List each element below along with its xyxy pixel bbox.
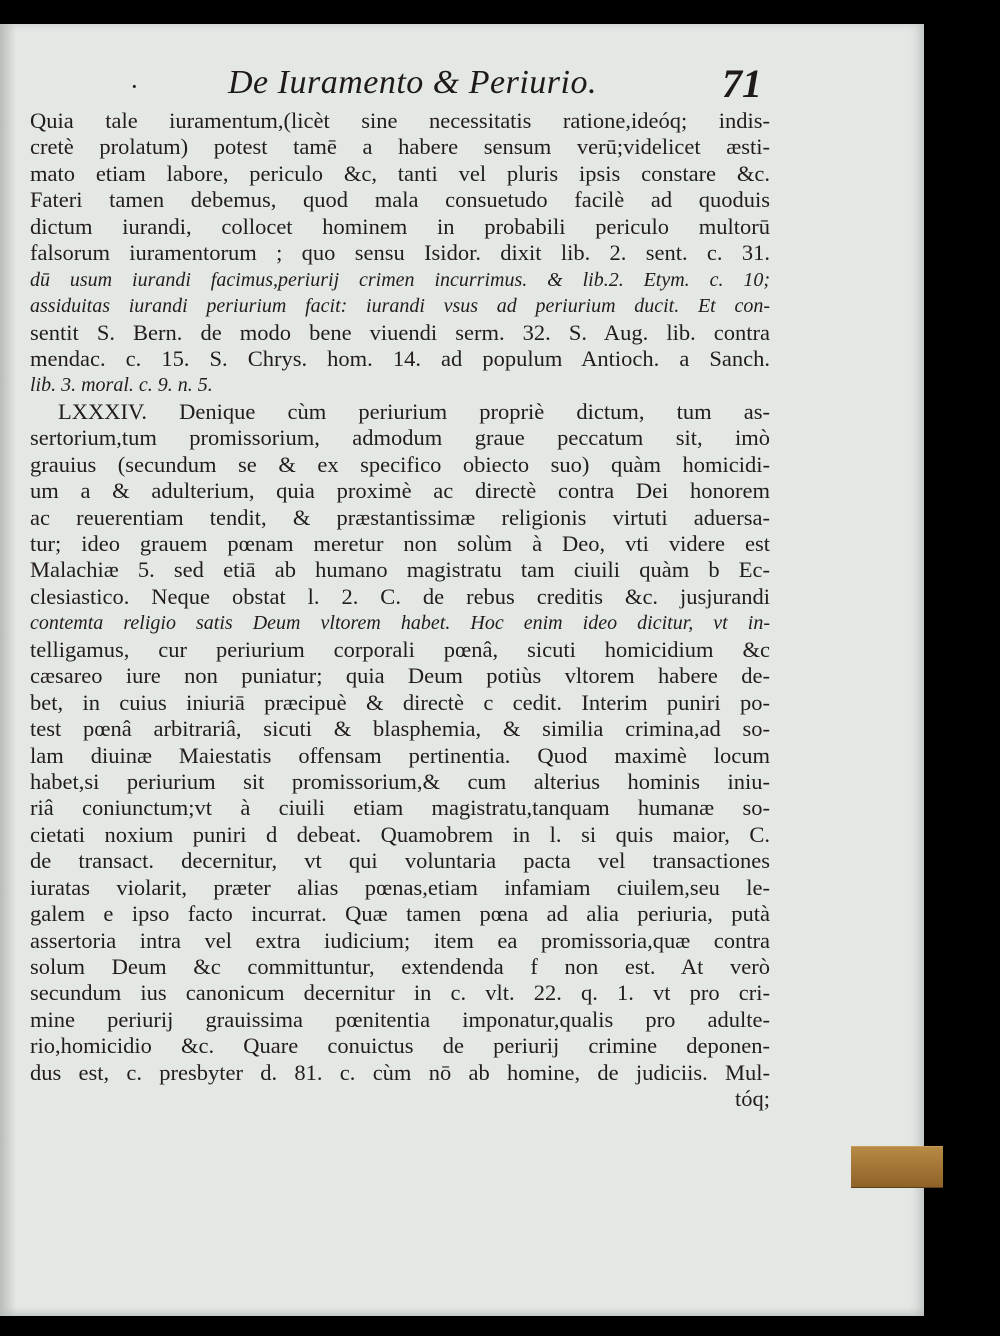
text-line: bet, in cuius iniuriā præcipuè & directè c cedit. Interim puniri po-: [30, 689, 770, 715]
text-line: falsorum iuramentorum ; quo sensu Isidor. dixit lib. 2. sent. c. 31.: [30, 240, 770, 266]
text-line: secundum ius canonicum decernitur in c. vlt. 22. q. 1. vt pro cri-: [30, 980, 770, 1006]
text-line: iuratas violarit, præter alias pœnas,etiam infamiam ciuilem,seu le-: [30, 874, 770, 900]
text-line: sertorium,tum promissorium, admodum graue peccatum sit, imò: [30, 425, 770, 451]
text-line: Malachiæ 5. sed etiā ab humano magistratu tam ciuili quàm b Ec-: [30, 557, 770, 583]
text-line: clesiastico. Neque obstat l. 2. C. de rebus creditis &c. jusjurandi: [30, 583, 770, 609]
text-line-quotation: assiduitas iurandi periurium facit: iurandi vsus ad periurium ducit. Et con-: [30, 295, 770, 318]
text-line: dus est, c. presbyter d. 81. c. cùm nō ab homine, de judiciis. Mul-: [30, 1059, 770, 1085]
text-line: Fateri tamen debemus, quod mala consuetudo facilè ad quoduis: [30, 187, 770, 213]
text-line: telligamus, cur periurium corporali pœnâ, sicuti homicidium &c: [30, 636, 770, 662]
page-gutter-shadow: [0, 24, 16, 1316]
text-line-citation: lib. 3. moral. c. 9. n. 5.: [30, 374, 213, 397]
text-line: ac reuerentiam tendit, & præstantissimæ religionis virtuti aduersa-: [30, 504, 770, 530]
paragraph-start-line: LXXXIV. Denique cùm periurium propriè dictum, tum as-: [58, 398, 770, 424]
text-line: um a & adulterium, quia proximè ac directè contra Dei honorem: [30, 478, 770, 504]
text-line: cietati noxium puniri d debeat. Quamobrem in l. si quis maior, C.: [30, 821, 770, 847]
text-line: cretè prolatum) potest tamē a habere sensum verū;videlicet æsti-: [30, 134, 770, 160]
text-line: sentit S. Bern. de modo bene viuendi serm. 32. S. Aug. lib. contra: [30, 319, 770, 345]
text-line: tur; ideo grauem pœnam meretur non solùm à Deo, vti videre est: [30, 531, 770, 556]
text-line: test pœnâ arbitrariâ, sicuti & blasphemia, & similia crimina,ad so-: [30, 716, 770, 742]
page-number: 71: [722, 61, 762, 106]
text-line: de transact. decernitur, vt qui voluntaria pacta vel transactiones: [30, 848, 770, 874]
text-line: assertoria intra vel extra iudicium; item ea promissoria,quæ contra: [30, 927, 770, 953]
text-line: rio,homicidio &c. Quare conuictus de periurij crimine deponen-: [30, 1033, 770, 1059]
text-line: grauius (secundum se & ex specifico obiecto suo) quàm homicidi-: [30, 451, 770, 477]
text-line: mendac. c. 15. S. Chrys. hom. 14. ad populum Antioch. a Sanch.: [30, 345, 770, 371]
text-line: cæsareo iure non puniatur; quia Deum potiùs vltorem habere de-: [30, 663, 770, 689]
text-line: mato etiam labore, periculo &c, tanti vel pluris ipsis constare &c.: [30, 160, 770, 186]
text-line: habet,si periurium sit promissorium,& cum alterius hominis iniu-: [30, 768, 770, 794]
catchword: tóq;: [734, 1086, 770, 1112]
running-title: De Iuramento & Periurio.: [228, 64, 597, 101]
bookmark-ribbon: [851, 1146, 943, 1188]
text-line: mine periurij grauissima pœnitentia imponatur,qualis pro adulte-: [30, 1006, 770, 1032]
text-line: dictum iurandi, collocet hominem in probabili periculo multorū: [30, 213, 770, 239]
text-line: lam diuinæ Maiestatis offensam pertinentia. Quod maximè locum: [30, 742, 770, 768]
text-line: galem e ipso facto incurrat. Quæ tamen pœna ad alia periuria, putà: [30, 901, 770, 927]
text-line: Quia tale iuramentum,(licèt sine necessitatis ratione,ideóq; indis-: [30, 108, 770, 133]
body-text: [30, 108, 770, 1113]
text-line-quotation: dū usum iurandi facimus,periurij crimen incurrimus. & lib.2. Etym. c. 10;: [30, 268, 770, 291]
text-line-quotation: contemta religio satis Deum vltorem habet. Hoc enim ideo dicitur, vt in-: [30, 612, 770, 635]
header-ornament-dot: ·: [130, 72, 139, 101]
text-line: solum Deum &c committuntur, extendenda f non est. At verò: [30, 954, 770, 979]
text-line: riâ coniunctum;vt à ciuili etiam magistratu,tanquam humanæ so-: [30, 795, 770, 821]
